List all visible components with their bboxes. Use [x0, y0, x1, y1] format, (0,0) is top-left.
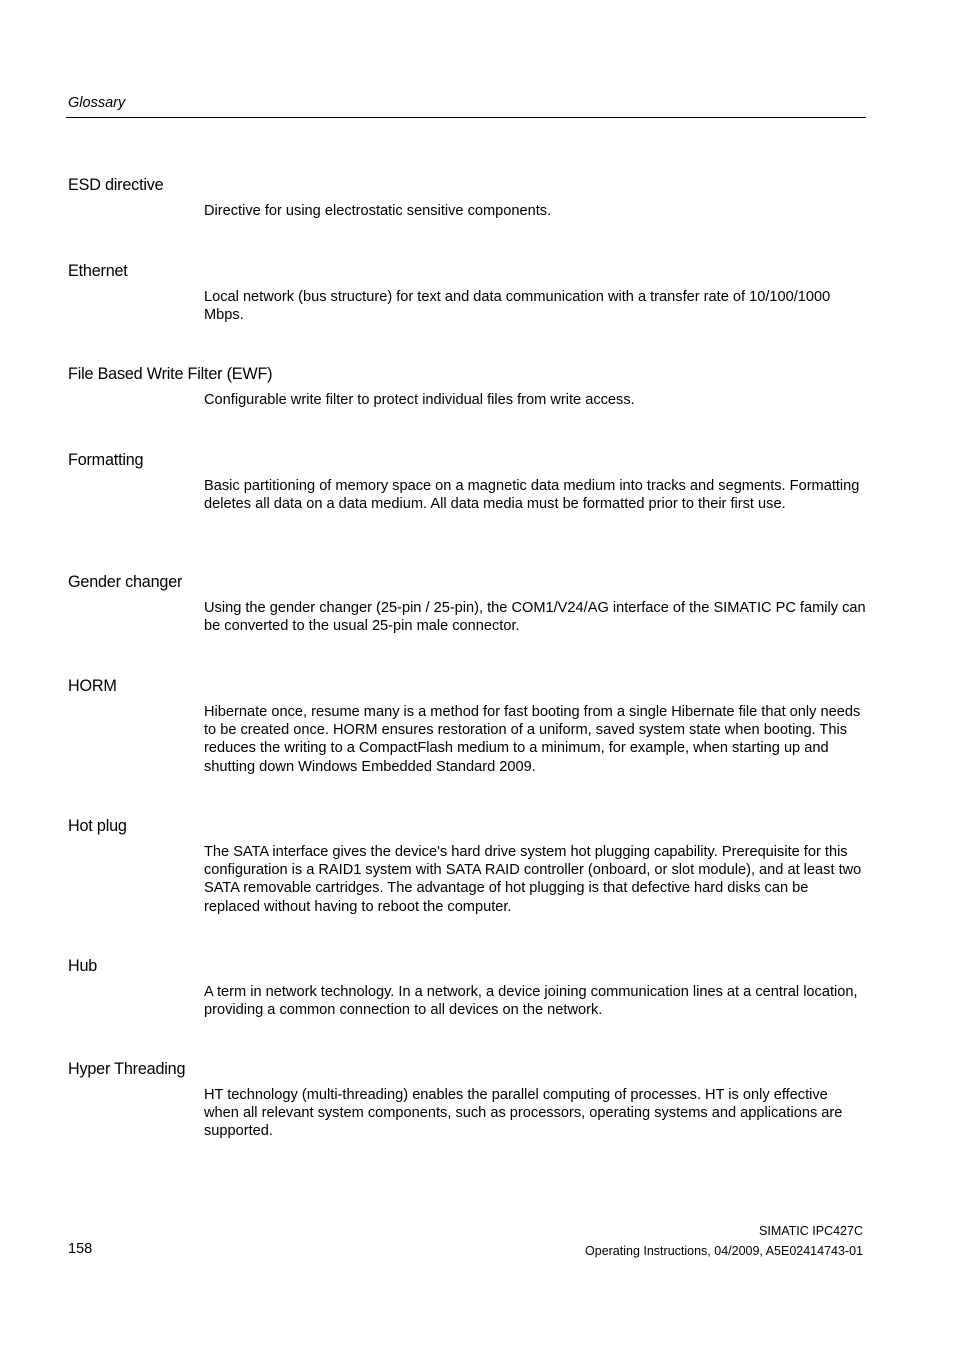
- header-divider: [66, 117, 866, 118]
- page-number: 158: [68, 1241, 93, 1257]
- glossary-term: Gender changer: [68, 573, 183, 591]
- section-header-title: Glossary: [68, 95, 126, 111]
- glossary-definition: Hibernate once, resume many is a method for fast booting from a single Hibernate file that only needs to be created once. HORM ensures restoration of a uniform, saved system state when booting. This reduces the writing to a CompactFlash medium to a minimum, for example, when starting up and shutting down Windows Embedded Standard 2009.: [204, 704, 861, 775]
- glossary-definition: The SATA interface gives the device's hard drive system hot plugging capability. Prerequisite for this configuration is a RAID1 system with SATA RAID controller (onboard, or slot module), and at least two SATA removable cartridges. The advantage of hot plugging is that defective hard disks can be replaced without having to reboot the computer.: [204, 844, 862, 915]
- glossary-definition: Directive for using electrostatic sensitive components.: [204, 203, 552, 219]
- glossary-term: Ethernet: [68, 262, 128, 280]
- glossary-definition: HT technology (multi-threading) enables the parallel computing of processes. HT is only effective when all relevant system components, such as processors, operating systems and applications are supported.: [204, 1087, 843, 1140]
- glossary-term: Hub: [68, 957, 98, 975]
- glossary-definition: Local network (bus structure) for text and data communication with a transfer rate of 10/100/1000 Mbps.: [204, 289, 831, 324]
- glossary-term: HORM: [68, 677, 117, 695]
- glossary-term: File Based Write Filter (EWF): [68, 365, 273, 383]
- glossary-definition: A term in network technology. In a network, a device joining communication lines at a central location, providing a common connection to all devices on the network.: [204, 984, 858, 1019]
- glossary-term: ESD directive: [68, 176, 164, 194]
- glossary-term: Hot plug: [68, 817, 127, 835]
- glossary-definition: Basic partitioning of memory space on a magnetic data medium into tracks and segments. Formatting deletes all data on a data medium. All data media must be formatted prior to their first use.: [204, 478, 860, 513]
- footer-document-info: Operating Instructions, 04/2009, A5E02414743-01: [585, 1244, 863, 1258]
- footer-product-name: SIMATIC IPC427C: [759, 1224, 863, 1238]
- glossary-definition: Using the gender changer (25-pin / 25-pin), the COM1/V24/AG interface of the SIMATIC PC family can be converted to the usual 25-pin male connector.: [204, 600, 866, 635]
- glossary-definition: Configurable write filter to protect individual files from write access.: [204, 392, 635, 408]
- glossary-term: Hyper Threading: [68, 1060, 186, 1078]
- glossary-term: Formatting: [68, 451, 144, 469]
